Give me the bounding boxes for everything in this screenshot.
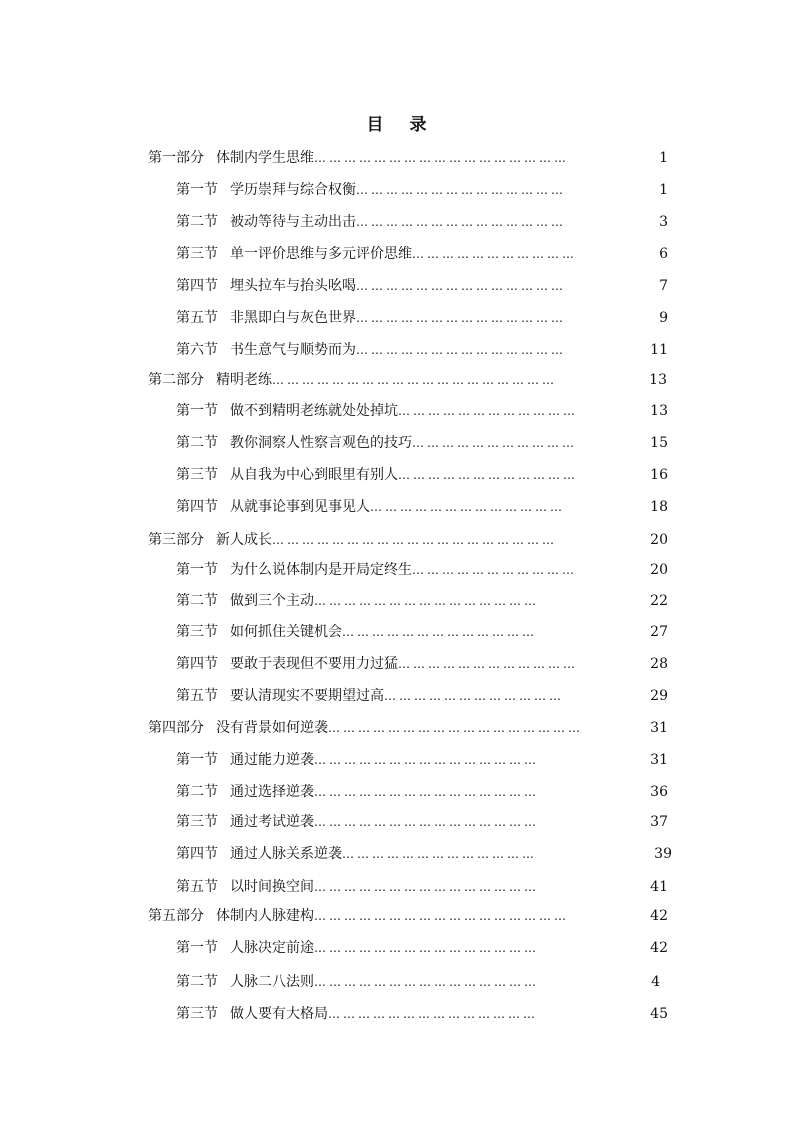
entry-title: 从就事论事到见事见人 xyxy=(230,499,370,515)
entry-number: 第二节 xyxy=(176,435,218,451)
toc-title: 目 录 xyxy=(366,115,437,135)
page-number: 42 xyxy=(650,940,668,956)
leader-dots: ………………………………… xyxy=(342,847,537,861)
page-number: 36 xyxy=(650,784,668,800)
entry-title: 体制内学生思维 xyxy=(216,150,314,166)
leader-dots: ……………………………………… xyxy=(314,594,539,608)
page-number: 45 xyxy=(650,1006,668,1022)
page-number: 31 xyxy=(650,752,668,768)
entry-number: 第四节 xyxy=(176,846,218,862)
page-number: 13 xyxy=(650,403,668,419)
entry-number: 第二部分 xyxy=(148,372,204,388)
entry-title: 通过考试逆袭 xyxy=(230,814,314,830)
leader-dots: ………………………………… xyxy=(342,625,537,639)
page-number: 28 xyxy=(650,656,668,672)
toc-section-entry[interactable] xyxy=(176,749,640,771)
toc-section-entry[interactable] xyxy=(176,653,640,675)
leader-dots: …………………………… xyxy=(412,247,577,261)
toc-section-entry[interactable] xyxy=(176,307,640,329)
leader-dots: …………………………………… xyxy=(356,215,566,229)
page-number: 42 xyxy=(650,908,668,924)
leader-dots: ……………………………………… xyxy=(314,880,539,894)
entry-number: 第五节 xyxy=(176,688,218,704)
page-number: 6 xyxy=(659,246,668,262)
toc-section-entry[interactable] xyxy=(176,781,640,803)
entry-number: 第三节 xyxy=(176,467,218,483)
page-number: 13 xyxy=(649,372,667,388)
entry-number: 第三节 xyxy=(176,1006,218,1022)
page-number: 27 xyxy=(650,624,668,640)
toc-section-entry[interactable] xyxy=(176,1003,640,1025)
entry-number: 第一节 xyxy=(176,403,218,419)
leader-dots: ……………………………………… xyxy=(314,941,539,955)
leader-dots: ……………………………… xyxy=(398,657,578,671)
page-number: 39 xyxy=(654,846,672,862)
entry-title: 做不到精明老练就处处掉坑 xyxy=(230,403,398,419)
leader-dots: ……………………………………… xyxy=(314,815,539,829)
entry-title: 没有背景如何逆袭 xyxy=(216,720,328,736)
toc-section-entry[interactable] xyxy=(176,559,640,581)
entry-title: 精明老练 xyxy=(216,372,272,388)
entry-number: 第二节 xyxy=(176,974,218,990)
entry-title: 做到三个主动 xyxy=(230,593,314,609)
entry-number: 第一部分 xyxy=(148,150,204,166)
page-number: 4 xyxy=(651,974,660,990)
entry-number: 第四节 xyxy=(176,656,218,672)
toc-section-entry[interactable] xyxy=(176,432,640,454)
entry-title: 人脉二八法则 xyxy=(230,974,314,990)
leader-dots: ………………………………… xyxy=(370,500,565,514)
entry-title: 单一评价思维与多元评价思维 xyxy=(230,246,412,262)
entry-number: 第一节 xyxy=(176,182,218,198)
leader-dots: ……………………………………… xyxy=(314,975,539,989)
page-number: 7 xyxy=(659,278,668,294)
leader-dots: …………………………………… xyxy=(356,311,566,325)
toc-section-entry[interactable] xyxy=(176,339,640,361)
leader-dots: …………………………………… xyxy=(328,1007,538,1021)
page-number: 11 xyxy=(650,342,668,358)
toc-part-entry[interactable] xyxy=(148,147,640,169)
leader-dots: …………………………… xyxy=(412,563,577,577)
toc-section-entry[interactable] xyxy=(176,621,640,643)
entry-title: 通过能力逆袭 xyxy=(230,752,314,768)
entry-number: 第三节 xyxy=(176,624,218,640)
entry-title: 为什么说体制内是开局定终生 xyxy=(230,562,412,578)
leader-dots: …………………………………………… xyxy=(328,721,583,735)
entry-number: 第四节 xyxy=(176,278,218,294)
entry-number: 第五节 xyxy=(176,879,218,895)
page-number: 3 xyxy=(659,214,668,230)
page-number: 20 xyxy=(650,532,668,548)
page-number: 15 xyxy=(650,435,668,451)
entry-title: 被动等待与主动出击 xyxy=(230,214,356,230)
leader-dots: …………………………………… xyxy=(356,279,566,293)
entry-title: 书生意气与顺势而为 xyxy=(230,342,356,358)
entry-number: 第四节 xyxy=(176,499,218,515)
entry-title: 以时间换空间 xyxy=(230,879,314,895)
leader-dots: …………………………… xyxy=(412,436,577,450)
toc-section-entry[interactable] xyxy=(176,876,640,898)
leader-dots: …………………………………………… xyxy=(314,151,569,165)
leader-dots: ……………………………… xyxy=(384,689,564,703)
toc-section-entry[interactable] xyxy=(176,811,640,833)
toc-part-entry[interactable] xyxy=(148,717,640,739)
entry-title: 做人要有大格局 xyxy=(230,1006,328,1022)
leader-dots: …………………………………………… xyxy=(314,909,569,923)
leader-dots: ………………………………………………… xyxy=(272,373,557,387)
entry-title: 非黑即白与灰色世界 xyxy=(230,310,356,326)
entry-title: 新人成长 xyxy=(216,532,272,548)
entry-number: 第六节 xyxy=(176,342,218,358)
page-number: 29 xyxy=(650,688,668,704)
leader-dots: ………………………………………………… xyxy=(272,533,557,547)
entry-title: 从自我为中心到眼里有别人 xyxy=(230,467,398,483)
entry-title: 学历崇拜与综合权衡 xyxy=(230,182,356,198)
entry-number: 第一节 xyxy=(176,752,218,768)
toc-section-entry[interactable] xyxy=(176,843,640,865)
entry-title: 要敢于表现但不要用力过猛 xyxy=(230,656,398,672)
toc-section-entry[interactable] xyxy=(176,464,640,486)
page-number: 1 xyxy=(659,150,668,166)
toc-section-entry[interactable] xyxy=(176,971,640,993)
toc-section-entry[interactable] xyxy=(176,179,640,201)
toc-section-entry[interactable] xyxy=(176,685,640,707)
toc-section-entry[interactable] xyxy=(176,211,640,233)
entry-title: 通过选择逆袭 xyxy=(230,784,314,800)
toc-section-entry[interactable] xyxy=(176,590,640,612)
entry-title: 埋头拉车与抬头吆喝 xyxy=(230,278,356,294)
page-number: 1 xyxy=(659,182,668,198)
toc-section-entry[interactable] xyxy=(176,937,640,959)
leader-dots: …………………………………… xyxy=(356,343,566,357)
leader-dots: ……………………………… xyxy=(398,404,578,418)
page-number: 9 xyxy=(659,310,668,326)
page-number: 16 xyxy=(650,467,668,483)
leader-dots: ……………………………… xyxy=(398,468,578,482)
entry-number: 第二节 xyxy=(176,593,218,609)
entry-number: 第五部分 xyxy=(148,908,204,924)
entry-number: 第四部分 xyxy=(148,720,204,736)
entry-title: 体制内人脉建构 xyxy=(216,908,314,924)
toc-part-entry[interactable] xyxy=(148,529,640,551)
entry-number: 第二节 xyxy=(176,784,218,800)
entry-title: 如何抓住关键机会 xyxy=(230,624,342,640)
toc-section-entry[interactable] xyxy=(176,243,640,265)
toc-part-entry[interactable] xyxy=(148,905,640,927)
entry-number: 第三部分 xyxy=(148,532,204,548)
entry-number: 第一节 xyxy=(176,562,218,578)
page-number: 20 xyxy=(650,562,668,578)
entry-number: 第三节 xyxy=(176,246,218,262)
page-number: 18 xyxy=(650,499,668,515)
entry-number: 第三节 xyxy=(176,814,218,830)
toc-section-entry[interactable] xyxy=(176,496,640,518)
leader-dots: ……………………………………… xyxy=(314,785,539,799)
entry-title: 人脉决定前途 xyxy=(230,940,314,956)
leader-dots: …………………………………… xyxy=(356,183,566,197)
page-number: 41 xyxy=(650,879,668,895)
entry-title: 通过人脉关系逆袭 xyxy=(230,846,342,862)
entry-title: 教你洞察人性察言观色的技巧 xyxy=(230,435,412,451)
entry-title: 要认清现实不要期望过高 xyxy=(230,688,384,704)
leader-dots: ……………………………………… xyxy=(314,753,539,767)
toc-section-entry[interactable] xyxy=(176,400,640,422)
toc-part-entry[interactable] xyxy=(148,369,640,391)
page-number: 31 xyxy=(650,720,668,736)
entry-number: 第五节 xyxy=(176,310,218,326)
entry-number: 第一节 xyxy=(176,940,218,956)
entry-number: 第二节 xyxy=(176,214,218,230)
page-number: 22 xyxy=(650,593,668,609)
toc-section-entry[interactable] xyxy=(176,275,640,297)
page-number: 37 xyxy=(650,814,668,830)
